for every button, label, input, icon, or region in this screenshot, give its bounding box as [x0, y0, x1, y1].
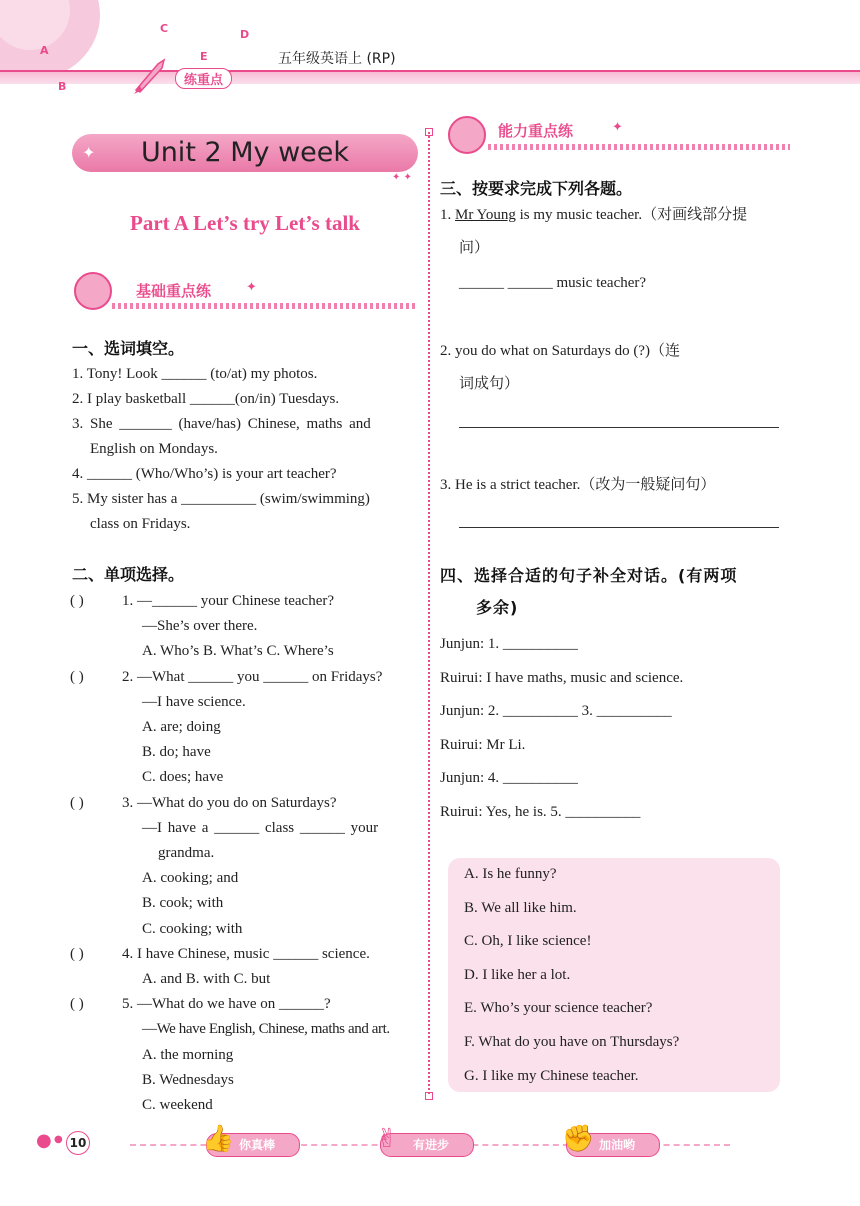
choice-line: B. Wednesdays	[142, 1071, 234, 1088]
part-title: Part A Let’s try Let’s talk	[130, 211, 360, 235]
sparkle-icon: ✦	[82, 143, 96, 162]
option-item: G. I like my Chinese teacher.	[464, 1067, 639, 1084]
section-heading-3: 三、按要求完成下列各题。	[440, 179, 633, 198]
dialog-line: Ruirui: Mr Li.	[440, 736, 526, 753]
header-letter-e: E	[200, 50, 208, 63]
choice-line: A. Who’s B. What’s C. Where’s	[142, 643, 334, 660]
transform-question-1	[440, 203, 747, 228]
fill-question-5: 5. My sister has a __________ (swim/swimming)	[72, 491, 370, 507]
choice-line: A. cooking; and	[142, 870, 239, 887]
choice-question: 2. —What ______ you ______ on Fridays?	[122, 668, 383, 685]
choice-line: A. and B. with C. but	[142, 971, 271, 987]
q1-instruction: is my music teacher.（对画线部分提	[515, 207, 748, 223]
header-letter-b: B	[58, 80, 67, 93]
section-tag-underline	[112, 303, 418, 309]
dialog-line: Junjun: 4. __________	[440, 770, 578, 787]
transform-question-2-cont: 词成句）	[459, 376, 520, 392]
choice-question: 4. I have Chinese, music ______ science.	[122, 945, 370, 962]
sparkle-icon: ✦ ✦	[392, 172, 412, 183]
choice-line: —I have science.	[142, 693, 246, 710]
option-item: C. Oh, I like science!	[464, 933, 592, 950]
fill-question-5-cont: class on Fridays.	[90, 516, 191, 532]
answer-bracket[interactable]: ( )	[70, 794, 84, 811]
dialog-line: Ruirui: I have maths, music and science.	[440, 669, 684, 686]
choice-line: A. the morning	[142, 1046, 234, 1063]
unit-title: Unit 2 My week	[140, 137, 350, 168]
fill-question-3: 3. She _______ (have/has) Chinese, maths and	[72, 416, 371, 432]
dot-icon: ●	[36, 1130, 52, 1151]
sparkle-icon: ✦	[246, 280, 257, 295]
transform-answer-1: ______ ______ music teacher?	[459, 275, 647, 291]
answer-bracket[interactable]: ( )	[70, 593, 84, 609]
fist-icon: ✊	[562, 1124, 595, 1154]
header-letter-d: D	[240, 28, 250, 41]
choice-line: A. are; doing	[142, 719, 221, 735]
choice-line: B. do; have	[142, 744, 211, 761]
rocket-label: 练重点	[175, 68, 232, 89]
transform-question-3: 3. He is a strict teacher.（改为一般疑问句）	[440, 477, 716, 493]
sparkle-icon: ✦	[612, 120, 623, 135]
victory-hand-icon: ✌	[376, 1124, 398, 1154]
answer-line-2[interactable]	[459, 427, 779, 428]
option-item: E. Who’s your science teacher?	[464, 1000, 653, 1017]
section-heading-2: 二、单项选择。	[72, 565, 185, 584]
q1-prefix: 1.	[440, 207, 455, 223]
divider-square-top	[425, 128, 433, 136]
section-tag-underline	[488, 144, 790, 150]
book-title: 五年级英语上 (RP)	[278, 51, 396, 67]
option-item: D. I like her a lot.	[464, 966, 571, 983]
dot-icon: ●	[54, 1134, 63, 1145]
choice-line: —She’s over there.	[142, 618, 258, 635]
footer-badge-cheer: 加油哟	[566, 1133, 660, 1157]
divider-square-bottom	[425, 1092, 433, 1100]
fill-question-3-cont: English on Mondays.	[90, 441, 218, 457]
section-heading-4-cont: 多余)	[476, 598, 519, 617]
choice-question: 1. —______ your Chinese teacher?	[122, 593, 335, 609]
graduation-cap-icon	[448, 116, 486, 154]
section-heading-1: 一、选词填空。	[72, 339, 185, 358]
choice-question: 5. —What do we have on ______?	[122, 996, 331, 1013]
header-letter-c: C	[160, 22, 169, 35]
transform-question-2: 2. you do what on Saturdays do (?)（连	[440, 343, 680, 359]
dialog-line: Junjun: 1. __________	[440, 636, 578, 652]
thumbs-up-icon: 👍	[202, 1124, 235, 1154]
answer-bracket[interactable]: ( )	[70, 945, 84, 962]
option-item: B. We all like him.	[464, 899, 577, 916]
section-heading-4: 四、选择合适的句子补全对话。(有两项	[440, 566, 738, 585]
choice-line: C. weekend	[142, 1097, 213, 1113]
answer-bracket[interactable]: ( )	[70, 668, 84, 685]
footer-badge-progress: 有进步	[380, 1133, 474, 1157]
choice-question: 3. —What do you do on Saturdays?	[122, 794, 337, 811]
option-item: A. Is he funny?	[464, 866, 557, 882]
choice-line: B. cook; with	[142, 895, 224, 912]
choice-line: C. does; have	[142, 769, 224, 786]
transform-question-1-cont: 问）	[459, 240, 490, 256]
footer-badge-great: 你真棒	[206, 1133, 300, 1157]
section-tag-basic: 基础重点练	[136, 282, 212, 300]
answer-bracket[interactable]: ( )	[70, 996, 84, 1013]
fill-question-1: 1. Tony! Look ______ (to/at) my photos.	[72, 366, 318, 382]
answer-line-3[interactable]	[459, 527, 779, 528]
choice-line: grandma.	[158, 845, 215, 861]
choice-line: C. cooking; with	[142, 920, 243, 937]
rocket-icon	[128, 54, 172, 98]
column-divider	[428, 132, 430, 1094]
notebook-icon	[74, 272, 112, 310]
section-tag-ability: 能力重点练	[498, 122, 574, 140]
header-letter-a: A	[40, 44, 49, 57]
choice-line: —I have a ______ class ______ your	[142, 819, 379, 836]
dialog-line: Ruirui: Yes, he is. 5. __________	[440, 804, 641, 820]
q1-underlined: Mr Young	[455, 207, 516, 223]
fill-question-2: 2. I play basketball ______(on/in) Tuesdays.	[72, 391, 340, 407]
page-number: 10	[66, 1131, 90, 1155]
fill-question-4: 4. ______ (Who/Who’s) is your art teacher?	[72, 466, 337, 482]
option-item: F. What do you have on Thursdays?	[464, 1034, 680, 1050]
dialog-line: Junjun: 2. __________ 3. __________	[440, 703, 672, 720]
choice-line: —We have English, Chinese, maths and art.	[142, 1021, 390, 1038]
